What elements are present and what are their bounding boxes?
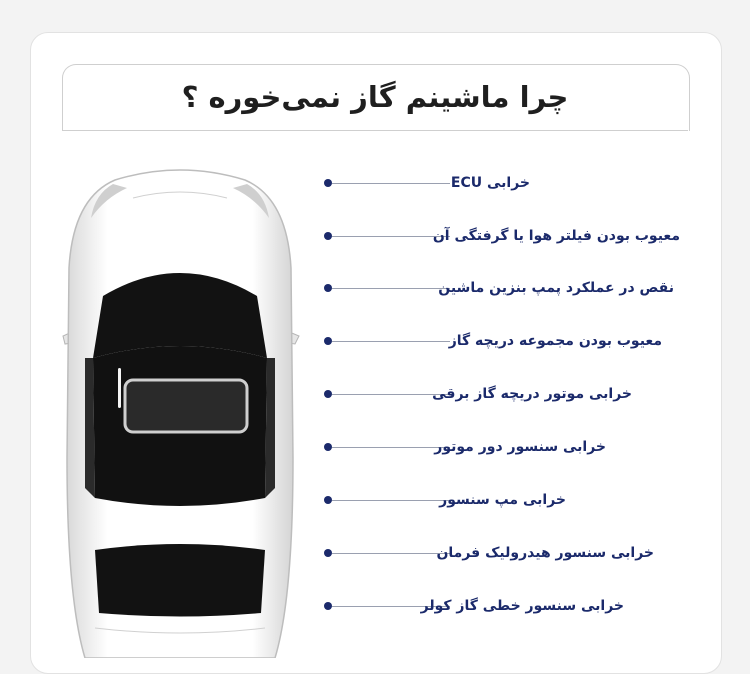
bullet-dot-icon: [324, 602, 332, 610]
leader-line: [332, 500, 450, 501]
list-item: [0, 224, 750, 250]
list-item-label: خرابی ECU: [450, 175, 530, 191]
list-item: [0, 171, 750, 197]
list-item-label: خرابی موتور دریچه گاز برقی: [432, 386, 632, 402]
leader-line: [332, 183, 450, 184]
list-item: [0, 435, 750, 461]
list-item: [0, 382, 750, 408]
list-item-label: نقص در عملکرد پمپ بنزین ماشین: [438, 280, 674, 296]
bullet-dot-icon: [324, 549, 332, 557]
list-item-label: خرابی مپ سنسور: [439, 492, 566, 508]
leader-line: [332, 288, 450, 289]
list-item: [0, 488, 750, 514]
bullet-dot-icon: [324, 337, 332, 345]
list-item: [0, 276, 750, 302]
leader-line: [332, 447, 450, 448]
bullet-dot-icon: [324, 496, 332, 504]
list-item: [0, 541, 750, 567]
leader-line: [332, 341, 450, 342]
list-item-label: معیوب بودن مجموعه دریچه گاز: [448, 333, 662, 349]
list-item: [0, 594, 750, 620]
bullet-dot-icon: [324, 443, 332, 451]
bullet-dot-icon: [324, 232, 332, 240]
list-item-label: خرابی سنسور هیدرولیک فرمان: [436, 545, 654, 561]
list-item-label: معیوب بودن فیلتر هوا یا گرفتگی آن: [432, 228, 680, 244]
list-item-label: خرابی سنسور خطی گاز کولر: [420, 598, 624, 614]
bullet-dot-icon: [324, 390, 332, 398]
list-item: [0, 329, 750, 355]
bullet-dot-icon: [324, 284, 332, 292]
leader-line: [332, 553, 450, 554]
list-item-label: خرابی سنسور دور موتور: [434, 439, 606, 455]
page-title: چرا ماشینم گاز نمی‌خوره ؟: [181, 80, 569, 114]
bullet-dot-icon: [324, 179, 332, 187]
